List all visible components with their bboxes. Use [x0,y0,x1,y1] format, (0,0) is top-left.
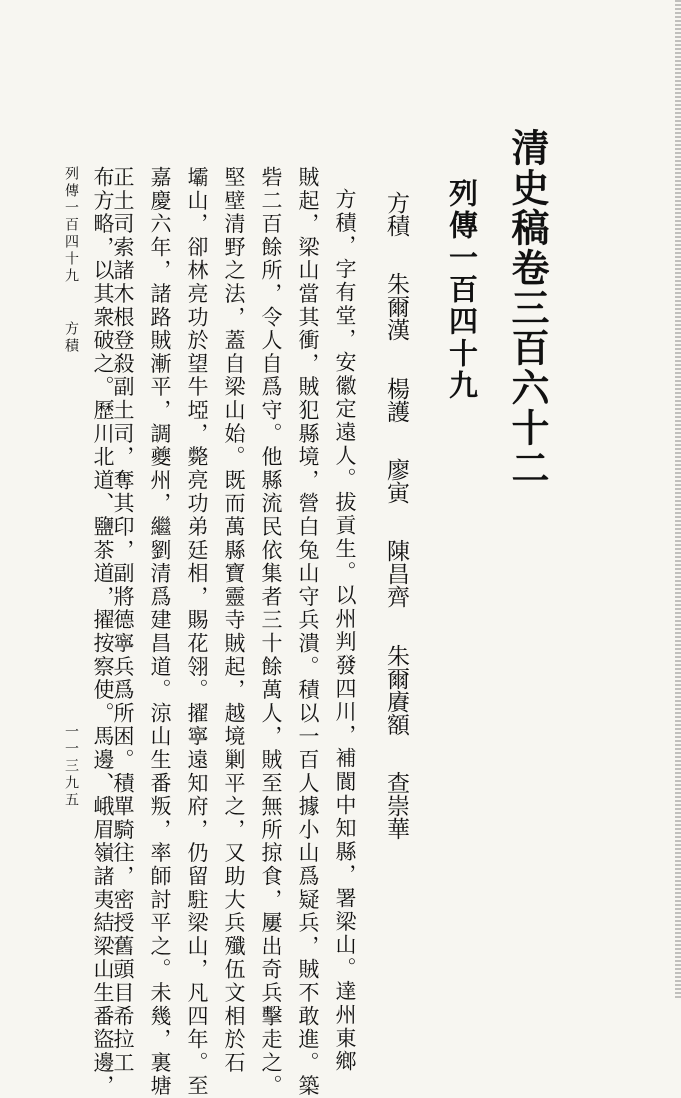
running-footer [64,166,78,355]
name-zhu-ergenge: 朱爾賡額 [383,643,409,736]
footer-book: 列傳一百四十九 [63,166,79,285]
name-fang-ji: 方積 [383,191,409,237]
text-column-5: 壩山，卻林亮功於望牛埡，斃亮功弟廷相，賜花翎。擢寧遠知府，仍留駐梁山，凡四年。至 [185,166,209,1098]
text-column-7: 正土司索諸木根登殺副土司，奪其印，副將德寧兵爲所困。積單騎往，密授舊頭目希拉工 [111,166,135,1075]
footer-section: 方積 [63,321,79,355]
chapter-subtitle: 列傳一百四十九 [445,178,479,402]
name-zhu-erhan: 朱爾漢 [383,272,409,342]
name-yang-hu: 楊護 [383,376,409,423]
text-column-8: 布方略，以其衆破之。歷川北道、鹽茶道，擢按察使。馬邊、峨眉嶺諸夷結梁山生番盜邊， [91,166,115,1098]
page-number: 一一三九五 [63,724,79,809]
text-column-6: 嘉慶六年，諸路賊漸平，調夔州，繼劉清爲建昌道。涼山生番叛，率師討平之。未幾，裏塘 [148,166,172,1098]
scan-edge [675,0,681,1000]
text-column-1: 方積，字有堂，安徽定遠人。拔貢生。以州判發四川，補閬中知縣，署梁山。達州東鄉 [333,188,357,1074]
name-chen-changqi: 陳昌齊 [383,539,409,609]
text-column-2: 賊起，梁山當其衝，賊犯縣境，營白兔山守兵潰。積以一百人據小山爲疑兵，賊不敢進。築 [296,166,320,1098]
text-column-3: 砦二百餘所，令人自爲守。他縣流民依集者三十餘萬人，賊至無所掠食，屢出奇兵擊走之。 [259,166,283,1098]
volume-title: 清史稿卷三百六十二 [505,128,550,488]
text-column-4: 堅壁清野之法，蓋自梁山始。既而萬縣寶靈寺賊起，越境剿平之，又助大兵殲伍文相於石 [222,166,246,1075]
name-liao-yin: 廖寅 [383,457,409,504]
name-cha-chonghua: 查崇華 [383,770,409,840]
biography-names [384,191,407,840]
